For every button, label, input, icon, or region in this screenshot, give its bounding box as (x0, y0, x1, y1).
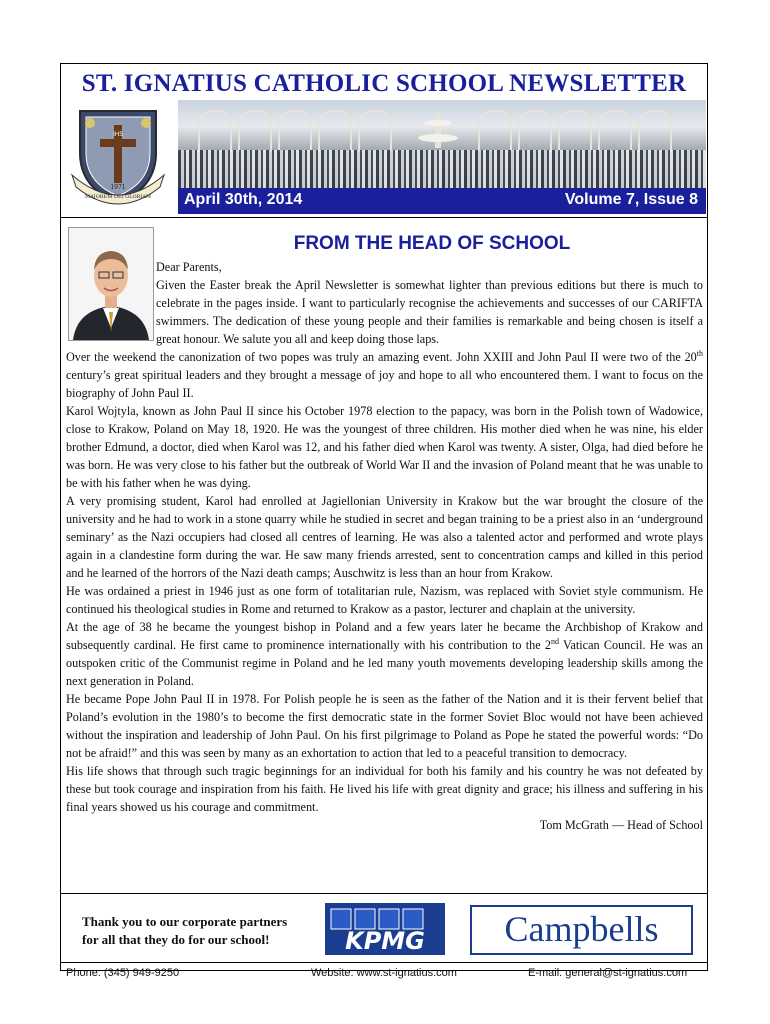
paragraph-papacy: He became Pope John Paul II in 1978. For Polish people he is seen as the father of the Nation and it is their fervent belief that Poland’s evolution in the 1980’s to become the first democratic state in the former Soviet Bloc would not have been achieved without the inspiration and leadership of John Paul. On his first pilgrimage to Poland as Pope he stated the powerful words: “Do not be afraid!” and this was seen by many as an exhortation to action that led to a peaceful transition to democracy. (66, 692, 703, 760)
partners-line-2: for all that they do for our school! (82, 932, 270, 947)
header-divider (60, 217, 708, 218)
footer-email[interactable]: E-mail: general@st-ignatius.com (528, 967, 688, 979)
paragraph-canonization: Over the weekend the canonization of two popes was truly an amazing event. John XXIII and John Paul II were two of the 20th century’s great spiritual leaders and they brought a message of joy and hope to all who encountered them. I want to focus on the biography of John Paul II. (66, 348, 703, 400)
crest-ribbon: MAJOREM DEI GLORIAM (84, 194, 152, 200)
campbells-logo: Campbells (470, 905, 693, 955)
footer-divider (60, 962, 708, 963)
school-group-photo (178, 100, 706, 188)
head-of-school-portrait (68, 227, 154, 341)
footer-website[interactable]: Website: www.st-ignatius.com (311, 967, 457, 979)
paragraph-bishop: At the age of 38 he became the youngest bishop in Poland and a few years later he became the Archbishop of Krakow and subsequently cardinal. He first came to prominence internationally with his contribution to the 2nd Vatican Council. He was an outspoken critic of the Communist regime in Poland and he led many youth movements developing leadership skills among the next generation in Poland. (66, 620, 703, 688)
paragraph-early-life: Karol Wojtyla, known as John Paul II since his October 1978 election to the papacy, was born in the Polish town of Wadowice, close to Krakow, Poland on May 18, 1920. He was the youngest of three children. His mother died when he was nine, his elder brother Edmund, a doctor, died when Karol was 12, and his father died when Karol was twenty. A sister, Olga, had died before he was born. He was very close to his father but the outbreak of World War II and the invasion of Poland meant that he was unable to be with his father when he was dying. (66, 404, 703, 490)
issue-banner (178, 188, 706, 214)
letter-body (66, 348, 703, 834)
issue-date: April 30th, 2014 (184, 191, 303, 208)
partners-thanks (82, 913, 312, 949)
crest-year: 1971 (110, 184, 126, 191)
signature: Tom McGrath — Head of School (539, 818, 703, 832)
footer-phone: Phone: (345) 949-9250 (66, 967, 180, 979)
kpmg-wordmark: KPMG (345, 927, 425, 955)
issue-volume: Volume 7, Issue 8 (564, 191, 698, 208)
paragraph-ordination: He was ordained a priest in 1946 just as one form of totalitarian rule, Nazism, was replaced with Soviet style communism. He continued his theological studies in Rome and returned to Krakow as a pastor, lecturer and chaplain at the university. (66, 584, 703, 616)
letter-greeting: Dear Parents, (156, 260, 222, 274)
letter-intro (156, 258, 703, 348)
paragraph-war-years: A very promising student, Karol had enrolled at Jagiellonian University in Krakow but the war brought the closure of the university and he had to work in a stone quarry while he studied in secret and began training to be a priest also in an ‘underground seminary’ as the Nazi occupiers had closed all centres of learning. He was also a talented actor and performed and wrote plays again in a clandestine form during the war. He saw many friends arrested, sent to concentration camps and killed in this period and he learned of the horrors of the Nazi death camps; Auschwitz is less than an hour from Krakow. (66, 494, 703, 580)
partners-divider (60, 893, 708, 894)
svg-text:IHS: IHS (112, 131, 124, 138)
paragraph-legacy: His life shows that through such tragic beginnings for an individual for both his family and his country he was not defeated by these but took courage and inspiration from his faith. He lived his life with great dignity and grace; his illness and suffering in his final years showed us his courage and commitment. (66, 764, 703, 814)
kpmg-logo (325, 903, 445, 955)
partners-line-1: Thank you to our corporate partners (82, 914, 288, 929)
newsletter-title: ST. IGNATIUS CATHOLIC SCHOOL NEWSLETTER (81, 70, 687, 97)
section-title: FROM THE HEAD OF SCHOOL (293, 233, 571, 254)
intro-paragraph: Given the Easter break the April Newsletter is somewhat lighter than previous editions but there is much to celebrate in the pages inside. I want to particularly recognise the achievements and successes of our CARIFTA swimmers. The dedication of these young people and their families is remarkable and being chosen is itself a great honour. We salute you all and keep doing those laps. (156, 278, 703, 346)
school-crest-icon (68, 103, 168, 213)
